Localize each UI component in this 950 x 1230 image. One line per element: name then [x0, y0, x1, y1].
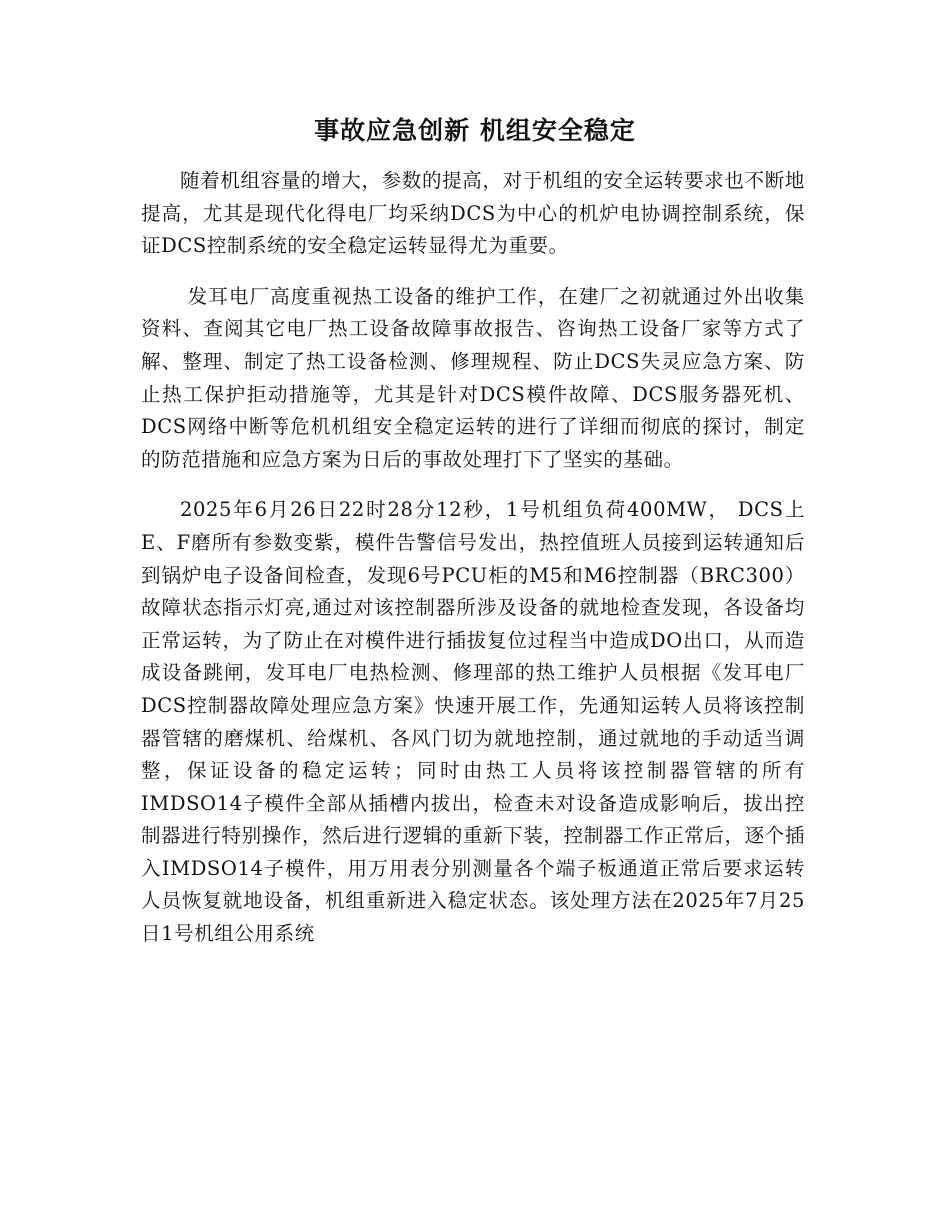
- document-title: 事故应急创新 机组安全稳定: [314, 116, 636, 145]
- paragraph-incident: 2025年6月26日22时28分12秒，1号机组负荷400MW， DCS上E、F磨所有参数变紫，模件告警信号发出，热控值班人员接到运转通知后到锅炉电子设备间检查，发现6号PCU柜的M5和M6控制器（BRC300）故障状态指示灯亮,通过对该控制器所涉及设备的就地检查发现，各设备均正常运转，为了防止在对模件进行插拔复位过程当中造成DO出口，从而造成设备跳闸，发耳电厂电热检测、修理部的热工维护人员根据《发耳电厂DCS控制器故障处理应急方案》快速开展工作，先通知运转人员将该控制器管辖的磨煤机、给煤机、各风门切为就地控制，通过就地的手动适当调整，保证设备的稳定运转；同时由热工人员将该控制器管辖的所有IMDSO14子模件全部从插槽内拔出，检查未对设备造成影响后，拔出控制器进行特别操作，然后进行逻辑的重新下装，控制器工作正常后，逐个插入IMDSO14子模件，用万用表分别测量各个端子板通道正常后要求运转人员恢复就地设备，机组重新进入稳定状态。该处理方法在2025年7月25日1号机组公用系统: [141, 498, 805, 946]
- paragraph-intro: 随着机组容量的增大，参数的提高，对于机组的安全运转要求也不断地提高，尤其是现代化得电厂均采纳DCS为中心的机炉电协调控制系统，保证DCS控制系统的安全稳定运转显得尤为重要。: [141, 169, 805, 258]
- document-body: [141, 165, 805, 969]
- paragraph-maintenance: 发耳电厂高度重视热工设备的维护工作，在建厂之初就通过外出收集资料、查阅其它电厂热工设备故障事故报告、咨询热工设备厂家等方式了解、整理、制定了热工设备检测、修理规程、防止DCS失灵应急方案、防止热工保护拒动措施等，尤其是针对DCS模件故障、DCS服务器死机、DCS网络中断等危机机组安全稳定运转的进行了详细而彻底的探讨，制定的防范措施和应急方案为日后的事故处理打下了坚实的基础。: [141, 284, 805, 471]
